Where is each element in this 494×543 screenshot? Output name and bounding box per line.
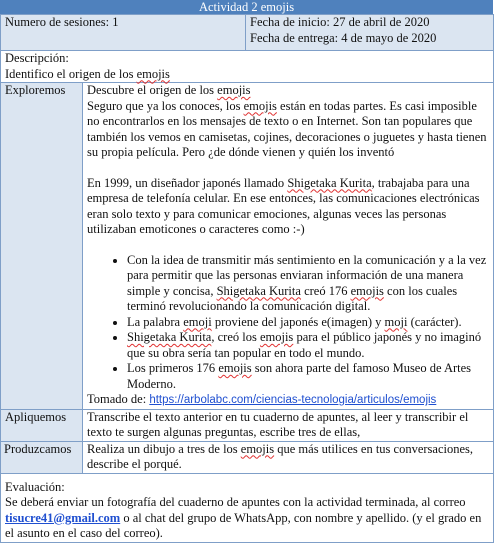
description-row <box>1 51 494 83</box>
source-link[interactable]: https://arbolabc.com/ciencias-tecnologia/articulos/emojis <box>149 394 437 406</box>
list-item: • Los primeros 176 emojis son ahora parte del famoso Museo de Artes Moderno. <box>127 361 489 392</box>
explore-paragraph-1: Seguro que ya los conoces, los emojis están en todas partes. Es casi imposible no encontrarlos en los mensajes de texto o en Internet. Son tan populares que también los vemos en camisetas, cojines, decoraciones o juguetes y hasta tienen su propia película. Pero ¿de dónde vienen y quién los inventó <box>87 98 487 159</box>
header-row <box>1 15 494 51</box>
produce-row <box>1 441 494 473</box>
evaluation-label: Evaluación: <box>5 479 65 494</box>
due-date: Fecha de entrega: 4 de mayo de 2020 <box>250 30 437 45</box>
explore-content <box>83 83 494 410</box>
list-item: • Con la idea de transmitir más sentimiento en la comunicación y a la vez para permitir que las personas enviaran información de una manera simple y concisa, Shigetaka Kurita creó 176 emojis con los cuales terminó revolucionando la comunicación digital. <box>127 253 489 315</box>
produce-label: Produzcamos <box>1 441 83 473</box>
produce-text: Realiza un dibujo a tres de los emojis que más utilices en tus conversaciones, describe el porqué. <box>87 441 474 471</box>
explore-bullet-list <box>87 253 489 393</box>
activity-table <box>0 14 494 543</box>
description-text: Identifico el origen de los emojis <box>5 66 170 81</box>
description-cell <box>1 51 494 83</box>
evaluation-text-before: Se deberá enviar un fotografía del cuaderno de apuntes con la actividad terminada, al correo <box>5 495 466 509</box>
activity-title: Actividad 2 emojis <box>0 0 493 14</box>
source-label: Tomado de: <box>87 392 150 406</box>
dates-cell <box>246 15 494 51</box>
apply-label: Apliquemos <box>1 409 83 441</box>
evaluation-text-after: o al chat del grupo de WhatsApp, con nombre y apellido. (y el grado en el asunto en el caso del correo). <box>5 510 482 540</box>
sessions-cell <box>1 15 246 51</box>
apply-text: Transcribe el texto anterior en tu cuaderno de apuntes, al leer y transcribir el texto te surgen algunas preguntas, escribe tres de ellas, <box>83 409 494 441</box>
source-line <box>87 392 489 409</box>
apply-row <box>1 409 494 441</box>
list-item: • La palabra emoji proviene del japonés e(imagen) y moji (carácter). <box>127 315 489 331</box>
explore-label: Exploremos <box>1 83 83 410</box>
produce-content <box>83 441 494 473</box>
explore-heading: Descubre el origen de los emojis <box>87 83 251 97</box>
evaluation-cell <box>1 473 494 542</box>
start-date: Fecha de inicio: 27 de abril de 2020 <box>250 15 430 29</box>
description-label: Descripción: <box>5 51 69 65</box>
list-item: • Shigetaka Kurita, creó los emojis para el público japonés y no imaginó que su obra sería tan popular en todo el mundo. <box>127 330 489 361</box>
evaluation-text <box>5 495 489 542</box>
explore-paragraph-2: En 1999, un diseñador japonés llamado Shigetaka Kurita, trabajaba para una empresa de telefonía celular. En ese entonces, las comunicaciones electrónicas eran solo texto y para comunicar emociones, algunas veces las personas utilizaban emoticones o caracteres como :-) <box>87 175 480 236</box>
sessions-text: Numero de sesiones: 1 <box>5 15 119 29</box>
email-link[interactable]: tisucre41@gmail.com <box>5 510 121 525</box>
explore-row <box>1 83 494 410</box>
evaluation-row <box>1 473 494 542</box>
